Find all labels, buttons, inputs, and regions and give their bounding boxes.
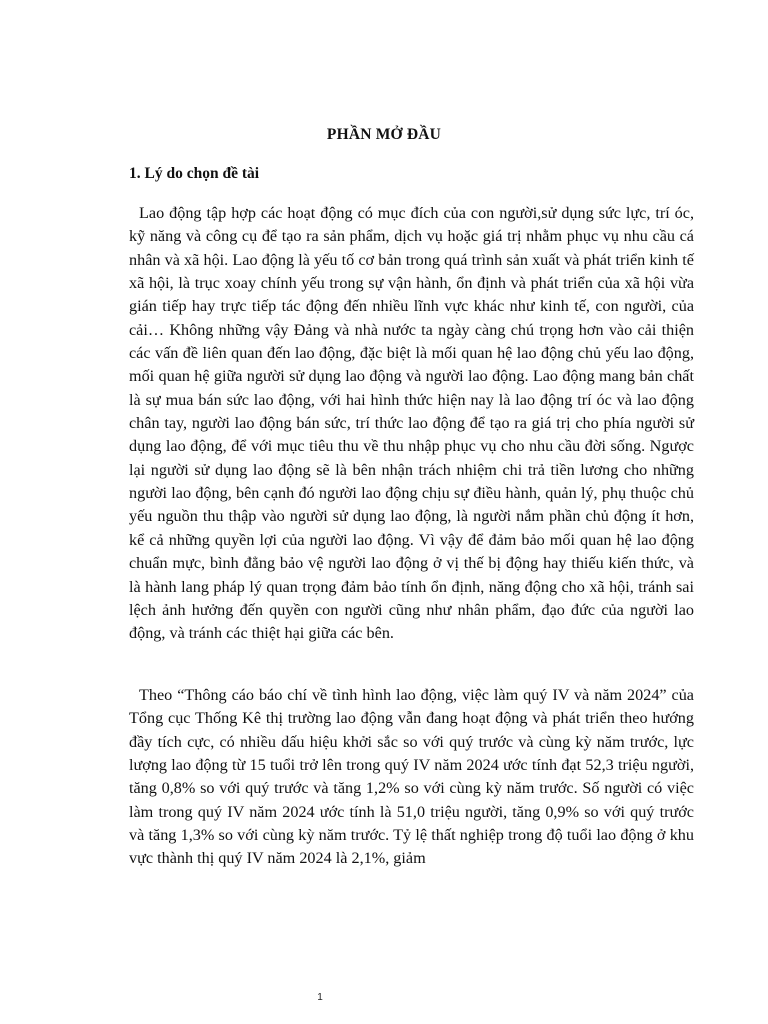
paragraph-2-text: Theo “Thông cáo báo chí về tình hình lao động, việc làm quý IV và năm 2024” của Tổng cục Thống Kê thị trường lao động vẫn đang hoạt động và phát triển theo hướng đầy tích cực, có nhiều dấu hiệu khởi sắc so với quý trước và cùng kỳ năm trước, lực lượng lao động từ 15 tuổi trở lên trong quý IV năm 2024 ước tính đạt 52,3 triệu người, tăng 0,8% so với quý trước và tăng 1,2% so với cùng kỳ năm trước. Số người có việc làm trong quý IV năm 2024 ước tính là 51,0 triệu người, tăng 0,9% so với quý trước và tăng 1,3% so với cùng kỳ năm trước. Tỷ lệ thất nghiệp trong độ tuổi lao động ở khu vực thành thị quý IV năm 2024 là 2,1%, giảm xyxy=(129,686,694,868)
section-title: 1. Lý do chọn đề tài xyxy=(129,165,260,182)
paragraph-2 xyxy=(129,684,694,871)
page-number: 1 xyxy=(317,992,323,1003)
paragraph-1-text: Lao động tập hợp các hoạt động có mục đích của con người,sử dụng sức lực, trí óc, kỹ năng và công cụ để tạo ra sản phẩm, dịch vụ hoặc giá trị nhằm phục vụ nhu cầu cá nhân và xã hội. Lao động là yếu tố cơ bản trong quá trình sản xuất và phát triển kinh tế xã hội, là trục xoay chính yếu trong sự vận hành, ổn định và phát triển của xã hội vừa gián tiếp hay trực tiếp tác động đến nhiều lĩnh vực khác như kinh tế, con người, của cải… Không những vậy Đảng và nhà nước ta ngày càng chú trọng hơn vào cải thiện các vấn đề liên quan đến lao động, đặc biệt là mối quan hệ lao động chủ yếu lao động, mối quan hệ giữa người sử dụng lao động và người lao động. Lao động mang bản chất là sự mua bán sức lao động, với hai hình thức hiện nay là lao động trí óc và lao động chân tay, người lao động bán sức, trí thức lao động để tạo ra giá trị cho phía người sử dụng lao động, để với mục tiêu thu về thu nhập phục vụ cho nhu cầu đời sống. Ngược lại người sử dụng lao động sẽ là bên nhận trách nhiệm chi trả tiền lương cho những người lao động, bên cạnh đó người lao động chịu sự điều hành, quản lý, phụ thuộc chủ yếu nguồn thu thập vào người sử dụng lao động, là người nắm phần chủ động ít hơn, kể cả những quyền lợi của người lao động. Vì vậy để đảm bảo mối quan hệ lao động chuẩn mực, bình đẳng bảo vệ người lao động ở vị thế bị động hay thiếu kiến thức, và là hành lang pháp lý quan trọng đảm bảo tính ổn định, năng động cho xã hội, tránh sai lệch ảnh hưởng đến quyền con người cũng như nhân phẩm, đạo đức của người lao động, và tránh các thiệt hại giữa các bên. xyxy=(129,204,694,643)
paragraph-1 xyxy=(129,202,694,646)
page-heading: PHẦN MỞ ĐẦU xyxy=(326,126,442,143)
